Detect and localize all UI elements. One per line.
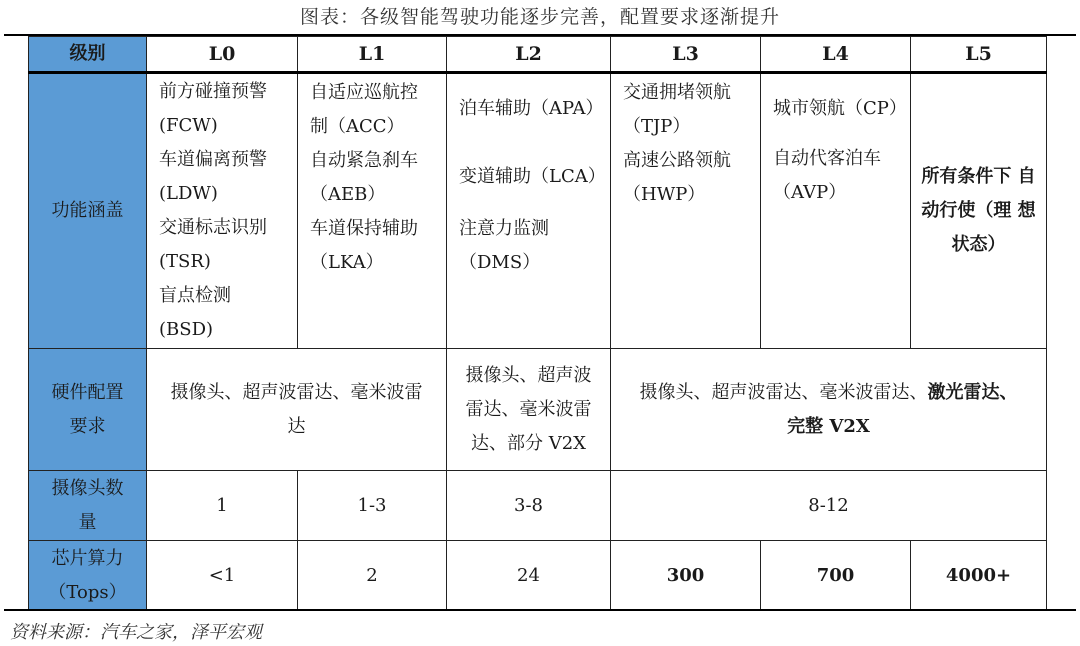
header-l0: L0: [147, 37, 298, 73]
header-l3: L3: [611, 37, 761, 73]
level-spec-table: [28, 36, 1047, 611]
function-item: （LKA）: [310, 252, 384, 273]
row-label-chip: 芯片算力 （Tops）: [29, 541, 147, 611]
function-cell-l2: [447, 73, 611, 349]
function-item: 所有条件下: [921, 166, 1012, 187]
function-item: (FCW): [159, 115, 218, 136]
header-l5: L5: [911, 37, 1047, 73]
chip-cell-l0: <1: [147, 541, 298, 611]
function-row: [29, 73, 1047, 349]
source-note: 资料来源：汽车之家，泽平宏观: [10, 622, 262, 643]
function-item: (TSR): [159, 251, 211, 272]
hardware-row: [29, 349, 1047, 471]
function-item: 车道偏离预警: [159, 149, 267, 170]
camera-cell-l2: 3-8: [447, 471, 611, 541]
chip-cell-l2: 24: [447, 541, 611, 611]
function-item: 高速公路领航: [623, 150, 731, 171]
function-item: （AEB）: [310, 184, 386, 205]
row-label-hardware: 硬件配置 要求: [29, 349, 147, 471]
hardware-cell-l2: 摄像头、超声波 雷达、毫米波雷 达、部分 V2X: [447, 349, 611, 471]
function-item: 车道保持辅助: [310, 218, 418, 239]
function-item: 盲点检测: [159, 285, 231, 306]
header-l2: L2: [447, 37, 611, 73]
header-level: 级别: [29, 37, 147, 73]
header-row: [29, 37, 1047, 73]
function-item: 前方碰撞预警: [159, 81, 267, 102]
chip-row: [29, 541, 1047, 611]
header-l4: L4: [761, 37, 911, 73]
function-item: 自动紧急刹车: [310, 150, 418, 171]
function-item: （DMS）: [459, 252, 541, 273]
header-l1: L1: [298, 37, 447, 73]
camera-cell-l1: 1-3: [298, 471, 447, 541]
row-label-function: 功能涵盖: [29, 73, 147, 349]
function-item: 变道辅助（LCA）: [459, 166, 606, 187]
function-item: （HWP）: [623, 184, 706, 205]
function-item: 泊车辅助（APA）: [459, 98, 604, 119]
function-item: 注意力监测: [459, 218, 549, 239]
function-item: (BSD): [159, 319, 214, 340]
camera-cell-l3-l5: 8-12: [611, 471, 1047, 541]
bottom-rule: [4, 609, 1076, 611]
camera-cell-l0: 1: [147, 471, 298, 541]
function-item: 自动代客泊车: [773, 148, 881, 169]
chip-cell-l5: 4000+: [911, 541, 1047, 611]
function-item: 制（ACC）: [310, 116, 405, 137]
chip-cell-l3: 300: [611, 541, 761, 611]
function-item: （TJP）: [623, 116, 691, 137]
function-item: （AVP）: [773, 182, 847, 203]
row-label-camera: 摄像头数 量: [29, 471, 147, 541]
function-cell-l5: [911, 73, 1047, 349]
chip-cell-l1: 2: [298, 541, 447, 611]
chip-cell-l4: 700: [761, 541, 911, 611]
function-item: 城市领航（CP）: [773, 98, 907, 119]
function-item: (LDW): [159, 183, 218, 204]
page-title: 图表：各级智能驾驶功能逐步完善，配置要求逐渐提升: [299, 6, 780, 28]
camera-row: [29, 471, 1047, 541]
function-cell-l3: [611, 73, 761, 349]
function-item: 交通拥堵领航: [623, 82, 731, 103]
function-item: 想状态）: [951, 200, 1036, 255]
function-cell-l1: [298, 73, 447, 349]
function-cell-l4: [761, 73, 911, 349]
function-cell-l0: [147, 73, 298, 349]
function-item: 交通标志识别: [159, 217, 267, 238]
hardware-cell-l3-l5: 摄像头、超声波雷达、毫米波雷达、激光雷达、 完整 V2X: [611, 349, 1047, 471]
function-item: 自适应巡航控: [310, 82, 418, 103]
function-item: 自动行使（理: [921, 166, 1036, 221]
hardware-cell-l0-l1: 摄像头、超声波雷达、毫米波雷 达: [147, 349, 447, 471]
